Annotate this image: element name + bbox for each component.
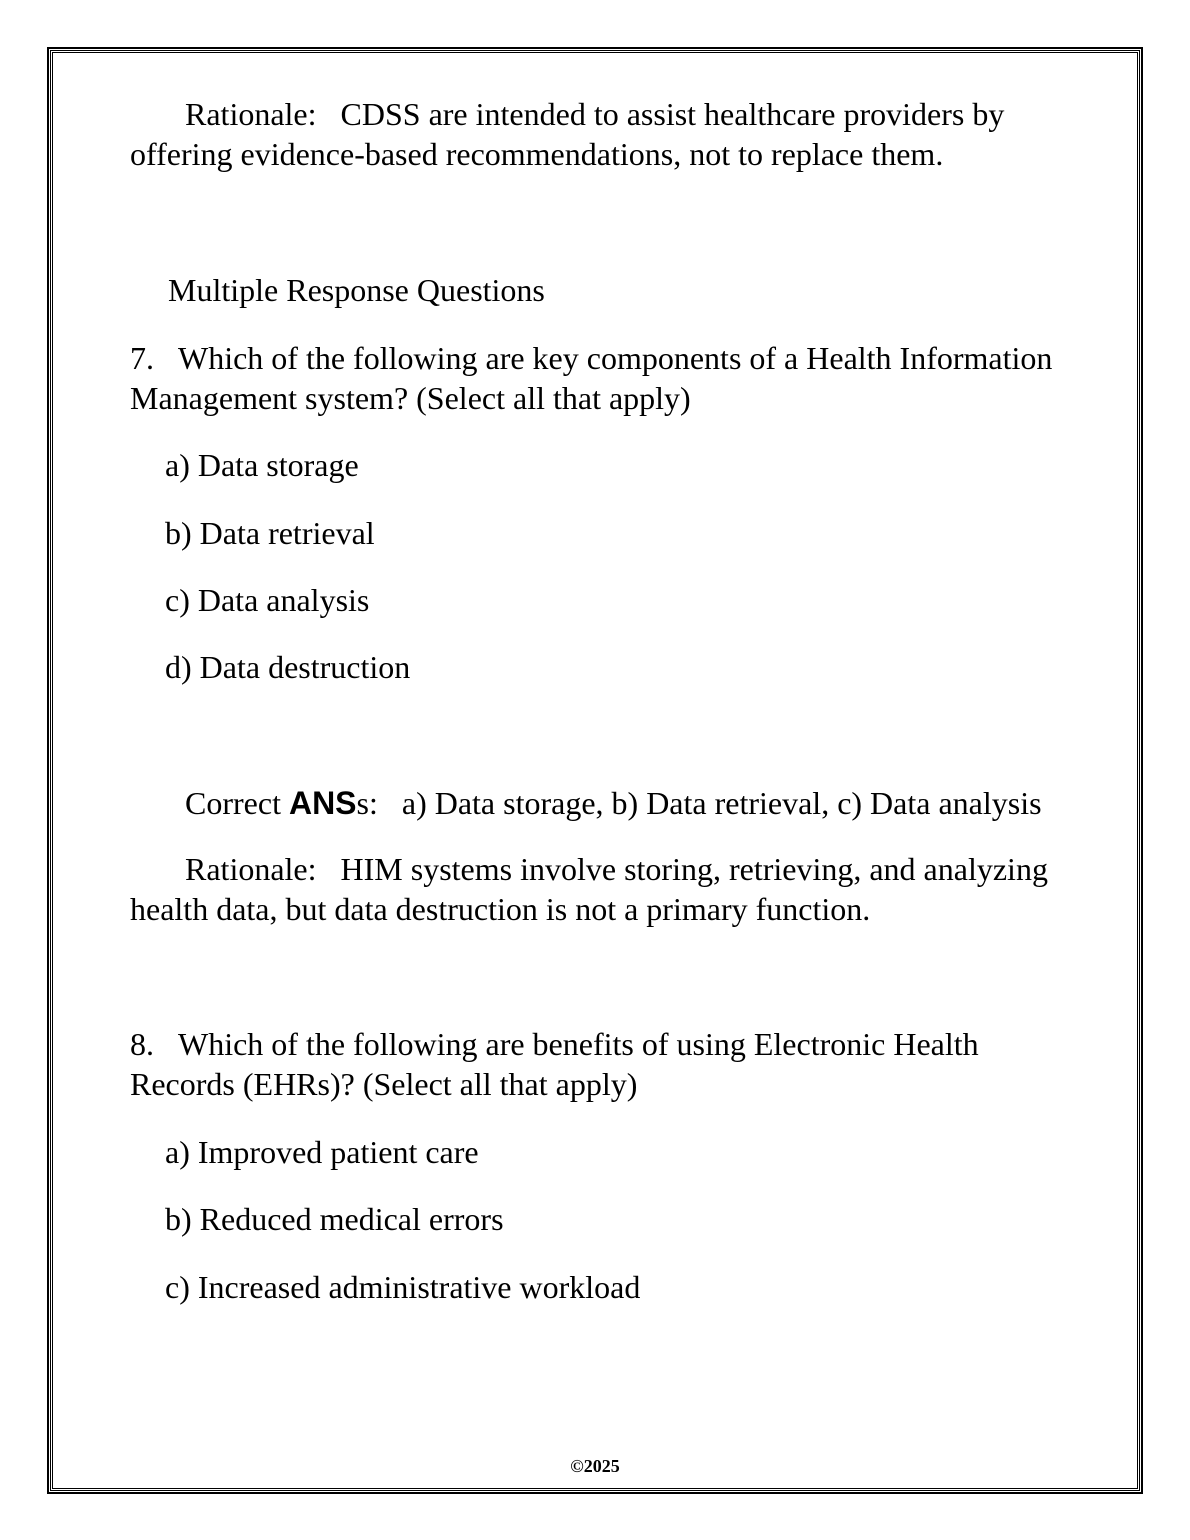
answer-bold-label: ANS [288,785,357,821]
section-heading: Multiple Response Questions [168,272,545,308]
q8-option-a: a) Improved patient care [165,1134,479,1170]
question-8 [130,1024,1070,1104]
question-text: Which of the following are benefits of using Electronic Health Records (EHRs)? (Select all that apply) [130,1026,979,1102]
q7-option-a: a) Data storage [165,447,359,483]
rationale-q7 [130,849,1070,929]
q7-option-c: c) Data analysis [165,582,370,618]
q8-option-b: b) Reduced medical errors [165,1201,504,1237]
page-content [130,94,1070,1307]
q7-option-d: d) Data destruction [165,649,411,685]
question-text: Which of the following are key components of a Health Information Management system? (Select all that apply) [130,340,1053,416]
q7-option-b: b) Data retrieval [165,515,375,551]
copyright-footer: ©2025 [570,1456,620,1476]
answer-text: a) Data storage, b) Data retrieval, c) Data analysis [401,785,1042,821]
q8-option-c: c) Increased administrative workload [165,1269,641,1305]
rationale-text: HIM systems involve storing, retrieving, and analyzing health data, but data destruction is not a primary function. [130,851,1048,927]
rationale-label: Rationale: [185,96,317,132]
rationale-text: CDSS are intended to assist healthcare providers by offering evidence-based recommendations, not to replace them. [130,96,1005,172]
rationale-label: Rationale: [185,851,317,887]
answer-suffix: s: [356,785,378,821]
answer-prefix: Correct [185,785,289,821]
q7-correct-answer [130,783,1070,823]
question-7 [130,338,1070,418]
rationale-q6 [130,94,1070,174]
question-number: 8. [130,1026,154,1062]
question-number: 7. [130,340,154,376]
